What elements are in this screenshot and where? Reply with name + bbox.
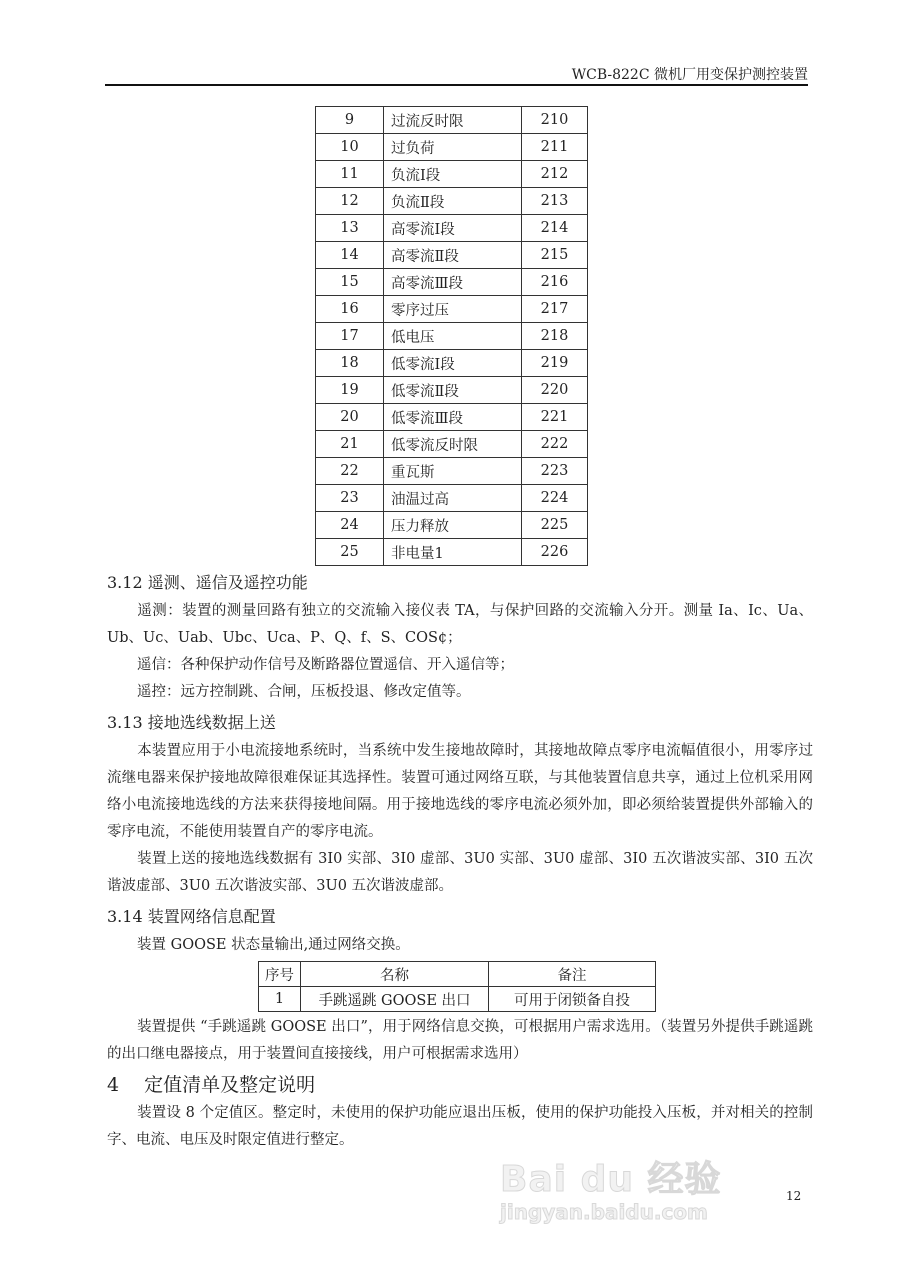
table-cell: 221 bbox=[522, 404, 588, 431]
paragraph: 遥测：装置的测量回路有独立的交流输入接仪表 TA，与保护回路的交流输入分开。测量 Ia、Ic、Ua、Ub、Uc、Uab、Ubc、Uca、P、Q、f、S、COS¢； bbox=[107, 603, 813, 646]
table-cell: 21 bbox=[316, 431, 384, 458]
table-cell: 高零流Ⅲ段 bbox=[384, 269, 522, 296]
table-cell: 零序过压 bbox=[384, 296, 522, 323]
table-cell: 低零流Ⅱ段 bbox=[384, 377, 522, 404]
baidu-watermark: Bai du 经验 jingyan.baidu.com bbox=[500, 1159, 722, 1224]
header-cell: 名称 bbox=[301, 962, 489, 987]
table-cell: 高零流Ⅱ段 bbox=[384, 242, 522, 269]
table-cell: 低零流Ⅰ段 bbox=[384, 350, 522, 377]
header-cell: 备注 bbox=[489, 962, 656, 987]
table-row bbox=[316, 404, 588, 431]
table-row bbox=[316, 134, 588, 161]
table-cell: 222 bbox=[522, 431, 588, 458]
table-cell: 重瓦斯 bbox=[384, 458, 522, 485]
table-cell: 过流反时限 bbox=[384, 107, 522, 134]
table-row bbox=[316, 377, 588, 404]
table-cell: 218 bbox=[522, 323, 588, 350]
table-cell: 25 bbox=[316, 539, 384, 566]
table-row bbox=[316, 485, 588, 512]
paragraph: 遥控：远方控制跳、合闸，压板投退、修改定值等。 bbox=[137, 684, 471, 700]
table-row bbox=[316, 161, 588, 188]
table-cell: 低零流Ⅲ段 bbox=[384, 404, 522, 431]
table-cell: 18 bbox=[316, 350, 384, 377]
table-cell: 手跳遥跳 GOOSE 出口 bbox=[301, 987, 489, 1012]
table-cell: 低零流反时限 bbox=[384, 431, 522, 458]
table-cell: 22 bbox=[316, 458, 384, 485]
header-cell: 序号 bbox=[259, 962, 301, 987]
table-cell: 过负荷 bbox=[384, 134, 522, 161]
paragraph: 本装置应用于小电流接地系统时，当系统中发生接地故障时，其接地故障点零序电流幅值很小，用零序过流继电器来保护接地故障很难保证其选择性。装置可通过网络互联，与其他装置信息共享，通过上位机采用网络小电流接地选线的方法来获得接地间隔。用于接地选线的零序电流必须外加，即必须给装置提供外部输入的零序电流，不能使用装置自产的零序电流。 bbox=[107, 743, 813, 840]
table-cell: 负流Ⅱ段 bbox=[384, 188, 522, 215]
table-row bbox=[316, 107, 588, 134]
table-cell: 214 bbox=[522, 215, 588, 242]
table-row bbox=[316, 431, 588, 458]
table-cell: 216 bbox=[522, 269, 588, 296]
table-cell: 210 bbox=[522, 107, 588, 134]
table-cell: 1 bbox=[259, 987, 301, 1012]
table-cell: 负流Ⅰ段 bbox=[384, 161, 522, 188]
table-cell: 15 bbox=[316, 269, 384, 296]
table-cell: 212 bbox=[522, 161, 588, 188]
running-header: WCB-822C 微机厂用变保护测控装置 bbox=[571, 67, 808, 83]
goose-table bbox=[258, 961, 656, 1012]
table-cell: 14 bbox=[316, 242, 384, 269]
protection-code-table bbox=[315, 106, 588, 566]
table-cell: 219 bbox=[522, 350, 588, 377]
table-cell: 可用于闭锁备自投 bbox=[489, 987, 656, 1012]
table-row bbox=[316, 269, 588, 296]
table-cell: 211 bbox=[522, 134, 588, 161]
table-cell: 213 bbox=[522, 188, 588, 215]
table-cell: 11 bbox=[316, 161, 384, 188]
table-cell: 24 bbox=[316, 512, 384, 539]
table-cell: 23 bbox=[316, 485, 384, 512]
paragraph: 装置上送的接地选线数据有 3I0 实部、3I0 虚部、3U0 实部、3U0 虚部、3I0 五次谐波实部、3I0 五次谐波虚部、3U0 五次谐波实部、3U0 五次谐波虚部。 bbox=[107, 851, 813, 894]
table-cell: 16 bbox=[316, 296, 384, 323]
paragraph: 装置设 8 个定值区。整定时，未使用的保护功能应退出压板，使用的保护功能投入压板，并对相关的控制字、电流、电压及时限定值进行整定。 bbox=[107, 1105, 813, 1148]
table-cell: 压力释放 bbox=[384, 512, 522, 539]
paragraph: 装置提供 “手跳遥跳 GOOSE 出口”，用于网络信息交换，可根据用户需求选用。（装置另外提供手跳遥跳的出口继电器接点，用于装置间直接接线，用户可根据需求选用） bbox=[107, 1019, 813, 1062]
table-cell: 20 bbox=[316, 404, 384, 431]
table-row bbox=[316, 539, 588, 566]
section-3-13-heading: 3.13 接地选线数据上送 bbox=[107, 713, 276, 732]
table-row bbox=[316, 296, 588, 323]
table-cell: 220 bbox=[522, 377, 588, 404]
table-cell: 19 bbox=[316, 377, 384, 404]
table-cell: 油温过高 bbox=[384, 485, 522, 512]
table-cell: 10 bbox=[316, 134, 384, 161]
table-header-row bbox=[259, 962, 656, 987]
table-cell: 非电量1 bbox=[384, 539, 522, 566]
body-text bbox=[107, 566, 813, 1154]
section-3-12-heading: 3.12 遥测、遥信及遥控功能 bbox=[107, 573, 308, 592]
table-cell: 226 bbox=[522, 539, 588, 566]
table-cell: 9 bbox=[316, 107, 384, 134]
page-number: 12 bbox=[786, 1189, 802, 1203]
table-row bbox=[316, 188, 588, 215]
table-cell: 215 bbox=[522, 242, 588, 269]
table-cell: 224 bbox=[522, 485, 588, 512]
table-cell: 223 bbox=[522, 458, 588, 485]
section-4-heading: 4 定值清单及整定说明 bbox=[107, 1074, 316, 1096]
table-row bbox=[259, 987, 656, 1012]
table-cell: 高零流Ⅰ段 bbox=[384, 215, 522, 242]
table-row bbox=[316, 350, 588, 377]
table-row bbox=[316, 242, 588, 269]
table-cell: 低电压 bbox=[384, 323, 522, 350]
table-row bbox=[316, 512, 588, 539]
paragraph: 遥信：各种保护动作信号及断路器位置遥信、开入遥信等； bbox=[137, 657, 514, 673]
section-3-14-heading: 3.14 装置网络信息配置 bbox=[107, 907, 276, 926]
table-cell: 225 bbox=[522, 512, 588, 539]
table-cell: 12 bbox=[316, 188, 384, 215]
paragraph: 装置 GOOSE 状态量输出,通过网络交换。 bbox=[137, 937, 410, 953]
table-cell: 13 bbox=[316, 215, 384, 242]
header-rule bbox=[105, 84, 808, 86]
table-cell: 17 bbox=[316, 323, 384, 350]
table-row bbox=[316, 458, 588, 485]
table-cell: 217 bbox=[522, 296, 588, 323]
table-row bbox=[316, 215, 588, 242]
table-row bbox=[316, 323, 588, 350]
